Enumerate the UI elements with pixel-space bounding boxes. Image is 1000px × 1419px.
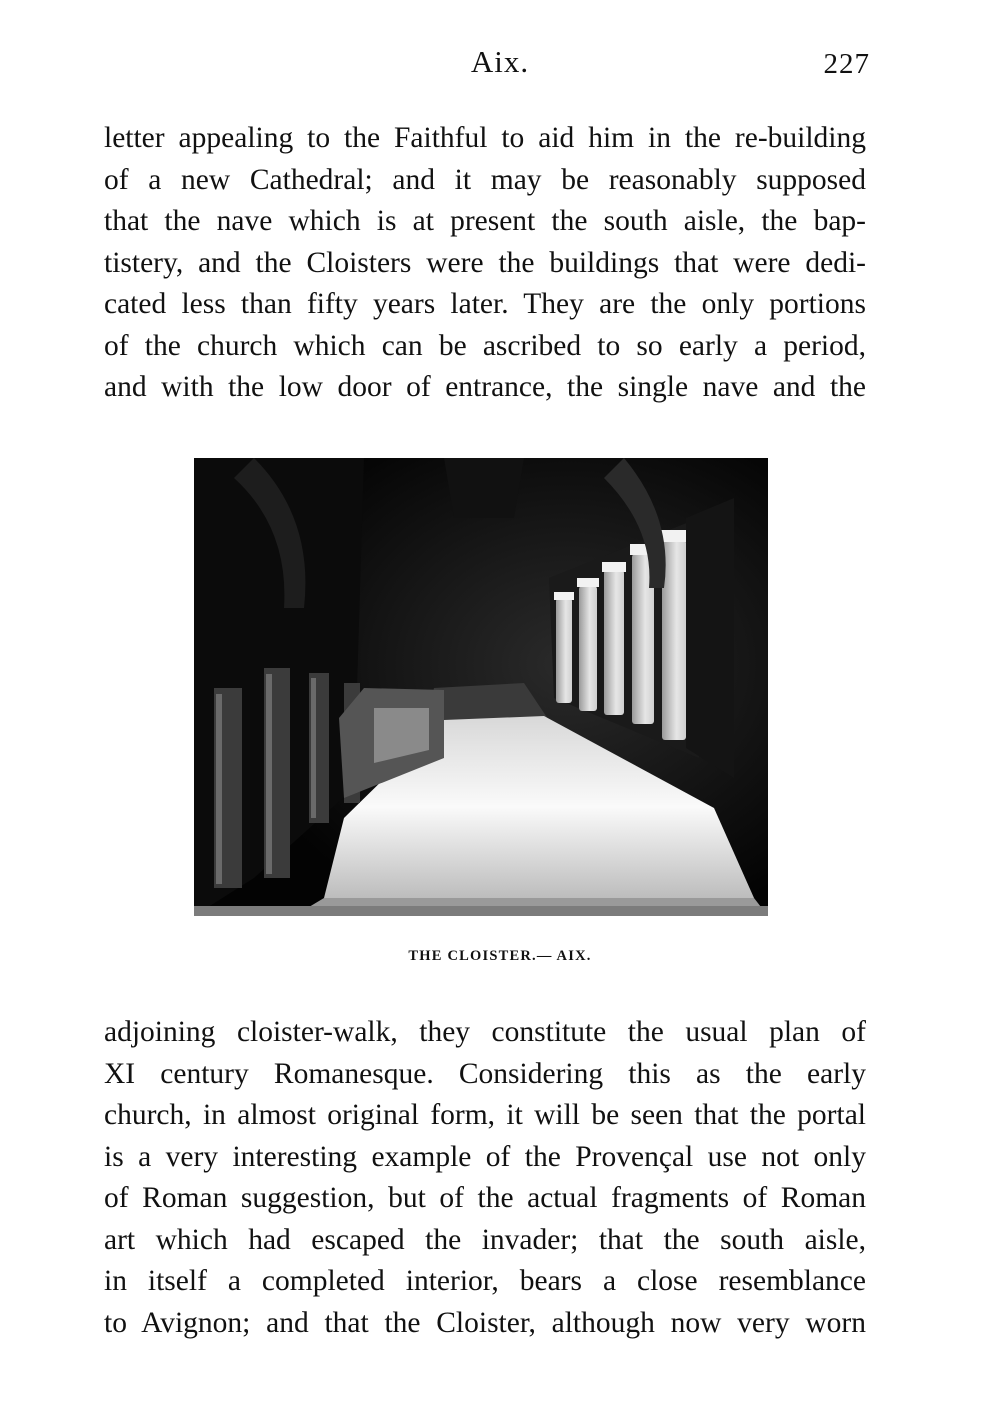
text-line: and with the low door of entrance, the single nave and the [104, 371, 866, 403]
text-line: of a new Cathedral; and it may be reasonably supposed [104, 163, 866, 196]
paragraph-bottom [104, 1012, 866, 1344]
text-line: church, in almost original form, it will be seen that the portal [104, 1099, 866, 1131]
text-line: to Avignon; and that the Cloister, although now very worn [104, 1306, 866, 1339]
figure-caption: THE CLOISTER.— AIX. [408, 948, 592, 964]
text-line: of the church which can be ascribed to so early a period, [104, 329, 866, 362]
text-line: is a very interesting example of the Provençal use not only [104, 1140, 866, 1173]
running-head [0, 44, 1000, 84]
text-line: tistery, and the Cloisters were the buildings that were dedi- [104, 246, 866, 279]
running-title: Aix. [470, 44, 530, 79]
text-line: of Roman suggestion, but of the actual fragments of Roman [104, 1182, 866, 1214]
text-line: in itself a completed interior, bears a close resemblance [104, 1265, 866, 1297]
text-line: art which had escaped the invader; that the south aisle, [104, 1223, 866, 1256]
page-number: 227 [823, 48, 870, 80]
paragraph-top [104, 118, 866, 409]
text-line: XI century Romanesque. Considering this as the early [104, 1057, 866, 1090]
text-line: adjoining cloister-walk, they constitute the usual plan of [104, 1016, 866, 1048]
text-line: cated less than fifty years later. They are the only portions [104, 288, 866, 320]
text-line: that the nave which is at present the south aisle, the bap- [104, 205, 866, 237]
cloister-photograph [194, 458, 768, 916]
text-line: letter appealing to the Faithful to aid him in the re-building [104, 122, 866, 154]
